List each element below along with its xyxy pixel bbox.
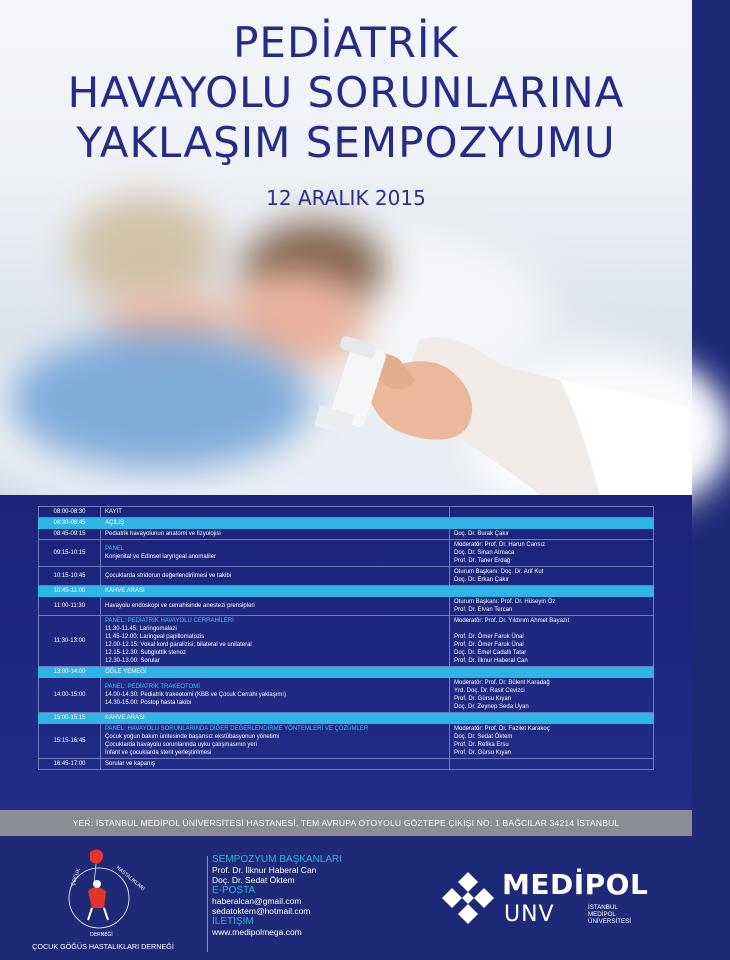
topic-line: ÖĞLE YEMEĞİ: [105, 669, 147, 675]
speaker-line: Doç. Dr. Zeynep Seda Uyan: [454, 704, 529, 710]
speaker-line: Doç. Dr. Sinan Atmaca: [454, 550, 515, 556]
schedule-time: 09:15-10:15: [39, 540, 101, 567]
university-subtitle-3: ÜNİVERSİTESİ: [588, 918, 631, 925]
schedule-time: 11:00-11:30: [39, 597, 101, 616]
schedule-topic: [101, 597, 450, 616]
university-subtitle-1: İSTANBUL: [588, 904, 618, 911]
university-logo: [440, 866, 660, 936]
schedule-row: [39, 540, 654, 567]
topic-line: Çocuk yoğun bakım ünitesinde başarısız ekstübasyonun yönetimi: [105, 734, 280, 740]
schedule-topic: [101, 616, 450, 667]
inhaler-hand-illustration: [300, 320, 692, 495]
speaker-line: Moderatör: Prof. Dr. Yıldırım Ahmet Bayazıt: [454, 618, 570, 624]
schedule-topic: [101, 586, 450, 597]
schedule-row: [39, 518, 654, 529]
schedule-speaker: [450, 724, 654, 759]
schedule-row: [39, 759, 654, 770]
website-link[interactable]: www.medipolmega.com: [212, 927, 302, 937]
speaker-line: Doç. Dr. Emel Cadallı Tatar: [454, 650, 527, 656]
topic-line: 11.30-11.45: Laringomalazi: [105, 626, 177, 632]
schedule-speaker: [450, 597, 654, 616]
speaker-line: Prof. Dr. Taner Erdağ: [454, 558, 511, 564]
schedule-speaker: [450, 507, 654, 518]
schedule-time: 16:45-17:00: [39, 759, 101, 770]
speaker-line: Moderatör: Prof. Dr. Bülent Karadağ: [454, 680, 550, 686]
schedule-time: 11:30-13:00: [39, 616, 101, 667]
schedule-section: [0, 495, 692, 810]
schedule-row: [39, 507, 654, 518]
presidents-heading: SEMPOZYUM BAŞKANLARI: [212, 854, 343, 865]
schedule-row: [39, 616, 654, 667]
schedule-time: 15:15-16:45: [39, 724, 101, 759]
schedule-time: 10:15-10:45: [39, 567, 101, 586]
speaker-line: Prof. Dr. Ömer Faruk Ünal: [454, 634, 524, 640]
footer-divider: [207, 856, 208, 952]
hero-photo-teddy: [70, 195, 220, 305]
email-1[interactable]: haberalcan@gmail.com: [212, 896, 302, 906]
topic-line: KAHVE ARASI: [105, 588, 145, 594]
schedule-topic: [101, 518, 450, 529]
speaker-line: Prof. Dr. İlknur Haberal Can: [454, 658, 528, 664]
topic-line: AÇILIŞ: [105, 520, 125, 526]
hero-photo-child-shirt: [10, 330, 310, 470]
email-2[interactable]: sedatoktem@hotmail.com: [212, 906, 311, 916]
schedule-topic: [101, 567, 450, 586]
schedule-speaker: [450, 567, 654, 586]
hero-banner: [0, 0, 692, 495]
topic-line: KAYIT: [105, 509, 122, 515]
schedule-speaker: [450, 678, 654, 713]
schedule-speaker: [450, 518, 654, 529]
schedule-speaker: [450, 713, 654, 724]
topic-line: Konjenital ve Edinsel laryngeal anomaliler: [105, 554, 217, 560]
schedule-speaker: [450, 759, 654, 770]
schedule-time: 08:45-09:15: [39, 529, 101, 540]
university-abbrev: UNV: [504, 902, 555, 927]
president-2: Doç. Dr. Sedat Öktem: [212, 875, 295, 885]
schedule-time: 08:30-08:45: [39, 518, 101, 529]
schedule-row: [39, 567, 654, 586]
svg-text:DERNEĞİ: DERNEĞİ: [90, 932, 113, 938]
schedule-topic: [101, 713, 450, 724]
president-1: Prof. Dr. İlknur Haberal Can: [212, 865, 317, 875]
schedule-time: 13:00-14:00: [39, 667, 101, 678]
schedule-topic: [101, 678, 450, 713]
schedule-speaker: [450, 540, 654, 567]
topic-line: İnfant ve çocuklarda stent yerleştirilmesi: [105, 750, 212, 756]
page-title-line-1: PEDİATRİK: [233, 18, 459, 67]
schedule-topic: [101, 540, 450, 567]
speaker-line: Prof. Dr. Ömer Faruk Ünal: [454, 642, 524, 648]
topic-line: 12.00-12.15: Vokal kord paralizisi; bilateral ve unilateral: [105, 642, 252, 648]
schedule-row: [39, 667, 654, 678]
schedule-speaker: [450, 586, 654, 597]
schedule-topic: [101, 724, 450, 759]
topic-line: 12.15-12.30: Subglottik stenoz: [105, 650, 187, 656]
speaker-line: Moderatör: Prof. Dr. Harun Cansız: [454, 542, 546, 548]
schedule-row: [39, 678, 654, 713]
medipol-emblem-icon: [440, 870, 496, 926]
topic-line: Çocuklarda havayolu sorunlarında uyku çalışmasının yeri: [105, 742, 258, 748]
speaker-line: Yrd. Doç. Dr. Rasit Cevizci: [454, 688, 525, 694]
topic-line: Havayolu endoskopi ve cerrahisinde anestezi prensipleri: [105, 603, 255, 609]
topic-line: KAHVE ARASI: [105, 715, 145, 721]
topic-line: Sorular ve kapanış: [105, 761, 156, 767]
speaker-line: Prof. Dr. Elvan Tercan: [454, 607, 513, 613]
svg-text:ÇOCUK: ÇOCUK: [70, 867, 82, 887]
panel-heading: PANEL: PEDİATRİK TRAKEOTOMİ: [105, 684, 200, 690]
svg-text:HASTALIKLARI: HASTALIKLARI: [114, 864, 146, 893]
speaker-line: Moderatör: Prof. Dr. Fazilet Karakoç: [454, 726, 550, 732]
topic-line: 14.00-14.30: Pediatrik trakeotomi (KBB ve Çocuk Cerrahi yaklaşımı): [105, 692, 287, 698]
topic-line: 12.30-13.00: Sorular: [105, 658, 160, 664]
schedule-speaker: [450, 529, 654, 540]
university-name: MEDİPOL: [502, 868, 649, 901]
speaker-line: Doç. Dr. Sedat Öktem: [454, 734, 513, 740]
topic-line: Pediatrik havayolunun anatomi ve fizyolojisi: [105, 531, 221, 537]
schedule-time: 08:00-08:30: [39, 507, 101, 518]
speaker-line: Prof. Dr. Refika Ersu: [454, 742, 509, 748]
location-bar: YER: İSTANBUL MEDİPOL ÜNİVERSİTESİ HASTANESİ, TEM AVRUPA OTOYOLU GÖZTEPE ÇIKIŞI NO: 1 BAĞCILAR 34214 İSTANBUL: [0, 810, 692, 836]
schedule-topic: [101, 759, 450, 770]
speaker-line: Oturum Başkanı: Prof. Dr. Hüseyin Öz: [454, 599, 556, 605]
page-title-line-2: HAVAYOLU SORUNLARINA: [67, 68, 625, 117]
schedule-topic: [101, 529, 450, 540]
topic-line: 11.45-12.00: Laringeal papillomatozis: [105, 634, 205, 640]
panel-heading: PANEL: HAVAYOLU SORUNLARINDA DİĞER DEĞERLENDİRME YÖNTEMLERİ VE ÇÖZÜMLER: [105, 726, 369, 732]
schedule-row: [39, 529, 654, 540]
schedule-topic: [101, 507, 450, 518]
panel-heading: PANEL: PEDİATRİK HAVAYOLU CERRAHİLERİ: [105, 618, 234, 624]
contact-info: [212, 854, 392, 937]
schedule-topic: [101, 667, 450, 678]
schedule-speaker: [450, 667, 654, 678]
speaker-line: Prof. Dr. Gürsu Kıyan: [454, 750, 512, 756]
speaker-line: Doç. Dr. Burak Çakır: [454, 531, 510, 537]
topic-line: 14.30-15.00: Postop hasta takibi: [105, 700, 192, 706]
schedule-speaker: [450, 616, 654, 667]
association-name: ÇOCUK GÖĞÜS HASTALIKLARI DERNEĞİ: [32, 942, 174, 951]
schedule-row: [39, 713, 654, 724]
schedule-row: [39, 724, 654, 759]
schedule-time: 15:00-15:15: [39, 713, 101, 724]
schedule-time: 10:45-11:00: [39, 586, 101, 597]
university-subtitle: [588, 904, 631, 925]
schedule-table: [38, 506, 654, 770]
footer: [0, 836, 692, 960]
association-logo: [60, 846, 146, 946]
event-date: 12 ARALIK 2015: [266, 186, 426, 210]
contact-heading: İLETİŞİM: [212, 916, 254, 927]
topic-line: Çocuklarda stridorun değerlendirilmesi ve takibi: [105, 573, 232, 579]
speaker-line: Oturum Başkanı: Doç. Dr. Arif Kut: [454, 569, 544, 575]
university-subtitle-2: MEDİPOL: [588, 911, 616, 918]
speaker-line: Doç. Dr. Erkan Çakır: [454, 577, 510, 583]
speaker-line: [454, 625, 649, 633]
panel-heading: PANEL: [105, 546, 125, 552]
speaker-line: Prof. Dr. Gürsu Kıyan: [454, 696, 512, 702]
schedule-time: 14:00-15:00: [39, 678, 101, 713]
email-heading: E-POSTA: [212, 885, 256, 896]
page-title-line-3: YAKLAŞIM SEMPOZYUMU: [76, 118, 616, 167]
schedule-row: [39, 597, 654, 616]
schedule-row: [39, 586, 654, 597]
